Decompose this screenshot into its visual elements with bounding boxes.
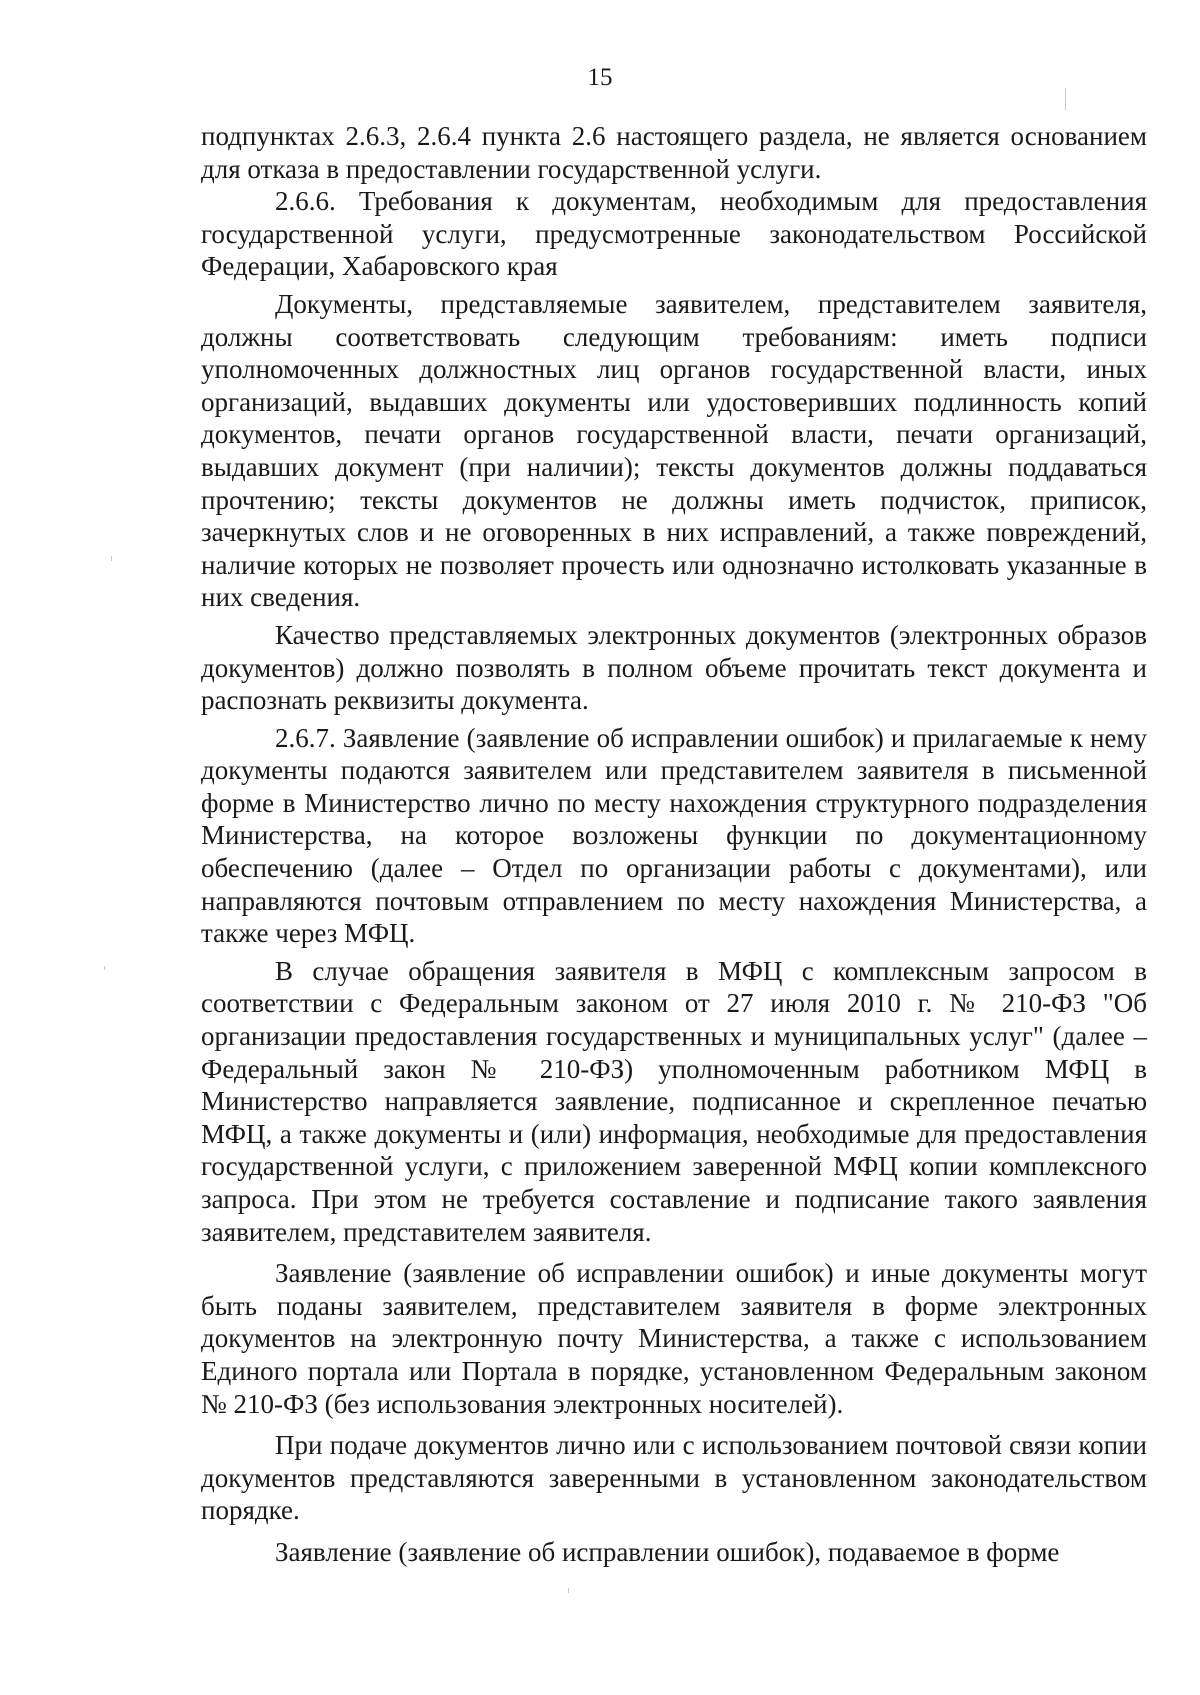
document-body bbox=[201, 120, 1147, 1569]
paragraph-copies-certification: При подаче документов лично или с использованием почтовой связи копии документов представляются заверенными в установленном законодательством порядке. bbox=[201, 1430, 1147, 1526]
paragraph-electronic-submission: Заявление (заявление об исправлении ошибок) и иные документы могут быть поданы заявителем, представителем заявителя в форме электронных документов на электронную почту Министерства, а также с использованием Единого портала или Портала в порядке, установленном Федеральным законом № 210-ФЗ (без использования электронных носителей). bbox=[201, 1258, 1147, 1419]
paragraph-electronic-form: Заявление (заявление об исправлении ошибок), подаваемое в форме bbox=[275, 1536, 1060, 1567]
paragraph-2-6-7: 2.6.7. Заявление (заявление об исправлении ошибок) и прилагаемые к нему документы подаются заявителем или представителем заявителя в письменной форме в Министерство лично по месту нахождения структурного подразделения Министерства, на которое возложены функции по документационному обеспечению (далее – Отдел по организации работы с документами), или направляются почтовым отправлением по месту нахождения Министерства, а также через МФЦ. bbox=[201, 722, 1147, 949]
paragraph-2-6-6-heading: 2.6.6. Требования к документам, необходимым для предоставления государственной услуги, предусмотренные законодательством Российской Федерации, Хабаровского края bbox=[201, 186, 1147, 282]
paragraph-mfc-complex-request: В случае обращения заявителя в МФЦ с комплексным запросом в соответствии с Федеральным законом от 27 июля 2010 г. № 210-ФЗ "Об организации предоставления государственных и муниципальных услуг" (далее – Федеральный закон № 210-ФЗ) уполномоченным работником МФЦ в Министерство направляется заявление, подписанное и скрепленное печатью МФЦ, а также документы и (или) информация, необходимые для предоставления государственной услуги, с приложением заверенной МФЦ копии комплексного запроса. При этом не требуется составление и подписание такого заявления заявителем, представителем заявителя. bbox=[201, 955, 1147, 1247]
paragraph-continuation: подпунктах 2.6.3, 2.6.4 пункта 2.6 настоящего раздела, не является основанием для отказа в предоставлении государственной услуги. bbox=[201, 121, 1147, 184]
scan-mark bbox=[568, 1588, 569, 1593]
page-number: 15 bbox=[587, 64, 613, 91]
scan-mark bbox=[104, 966, 105, 970]
paragraph-electronic-quality: Качество представляемых электронных документов (электронных образов документов) должно позволять в полном объеме прочитать текст документа и распознать реквизиты документа. bbox=[201, 619, 1147, 716]
paragraph-document-requirements: Документы, представляемые заявителем, представителем заявителя, должны соответствовать следующим требованиям: иметь подписи уполномоченных должностных лиц органов государственной власти, иных организаций, выдавших документы или удостоверивших подлинность копий документов, печати органов государственной власти, печати организаций, выдавших документ (при наличии); тексты документов должны поддаваться прочтению; тексты документов не должны иметь подчисток, приписок, зачеркнутых слов и не оговоренных в них исправлений, а также повреждений, наличие которых не позволяет прочесть или однозначно истолковать указанные в них сведения. bbox=[201, 288, 1147, 613]
scan-mark bbox=[111, 556, 112, 561]
